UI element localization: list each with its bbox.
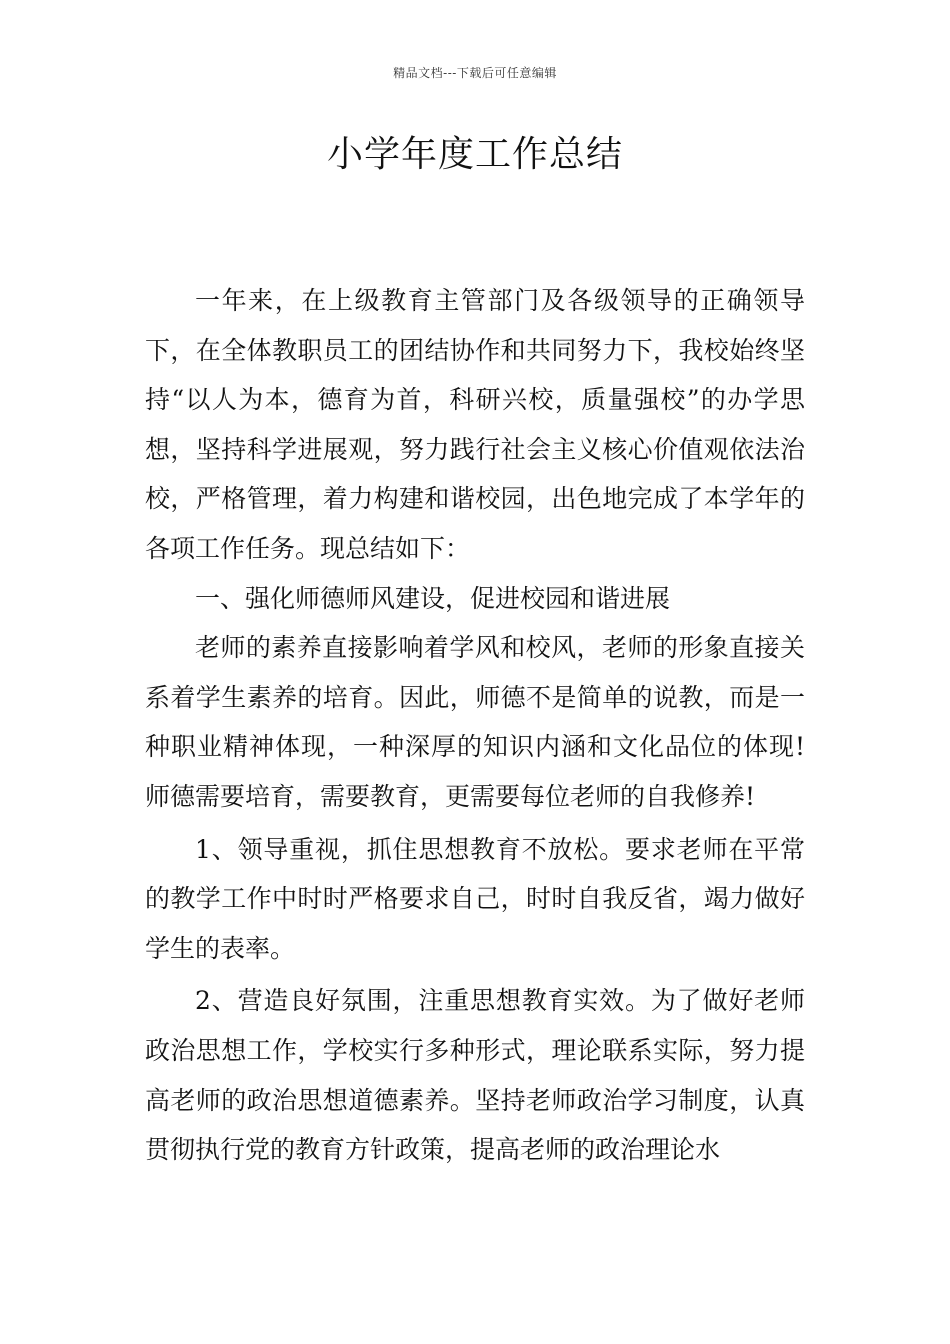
document-body bbox=[145, 276, 805, 1175]
header-note: 精品文档---下载后可任意编辑 bbox=[393, 66, 557, 80]
paragraph-point-2: 2、营造良好氛围，注重思想教育实效。为了做好老师政治思想工作，学校实行多种形式，理论联系实际，努力提高老师的政治思想道德素养。坚持老师政治学习制度，认真贯彻执行党的教育方针政策，提高老师的政治理论水 bbox=[145, 986, 805, 1165]
paragraph-intro: 一年来，在上级教育主管部门及各级领导的正确领导下，在全体教职员工的团结协作和共同努力下，我校始终坚持“以人为本，德育为首，科研兴校，质量强校”的办学思想，坚持科学进展观，努力践行社会主义核心价值观依法治校，严格管理，着力构建和谐校园，出色地完成了本学年的各项工作任务。现总结如下： bbox=[145, 286, 805, 563]
paragraph-point-1: 1、领导重视，抓住思想教育不放松。要求老师在平常的教学工作中时时严格要求自己，时时自我反省，竭力做好学生的表率。 bbox=[145, 834, 805, 963]
paragraph-teacher-quality: 老师的素养直接影响着学风和校风，老师的形象直接关系着学生素养的培育。因此，师德不是简单的说教，而是一种职业精神体现，一种深厚的知识内涵和文化品位的体现!师德需要培育，需要教育，更需要每位老师的自我修养! bbox=[145, 633, 805, 811]
section-heading-1: 一、强化师德师风建设，促进校园和谐进展 bbox=[195, 583, 671, 613]
document-title: 小学年度工作总结 bbox=[326, 134, 623, 175]
